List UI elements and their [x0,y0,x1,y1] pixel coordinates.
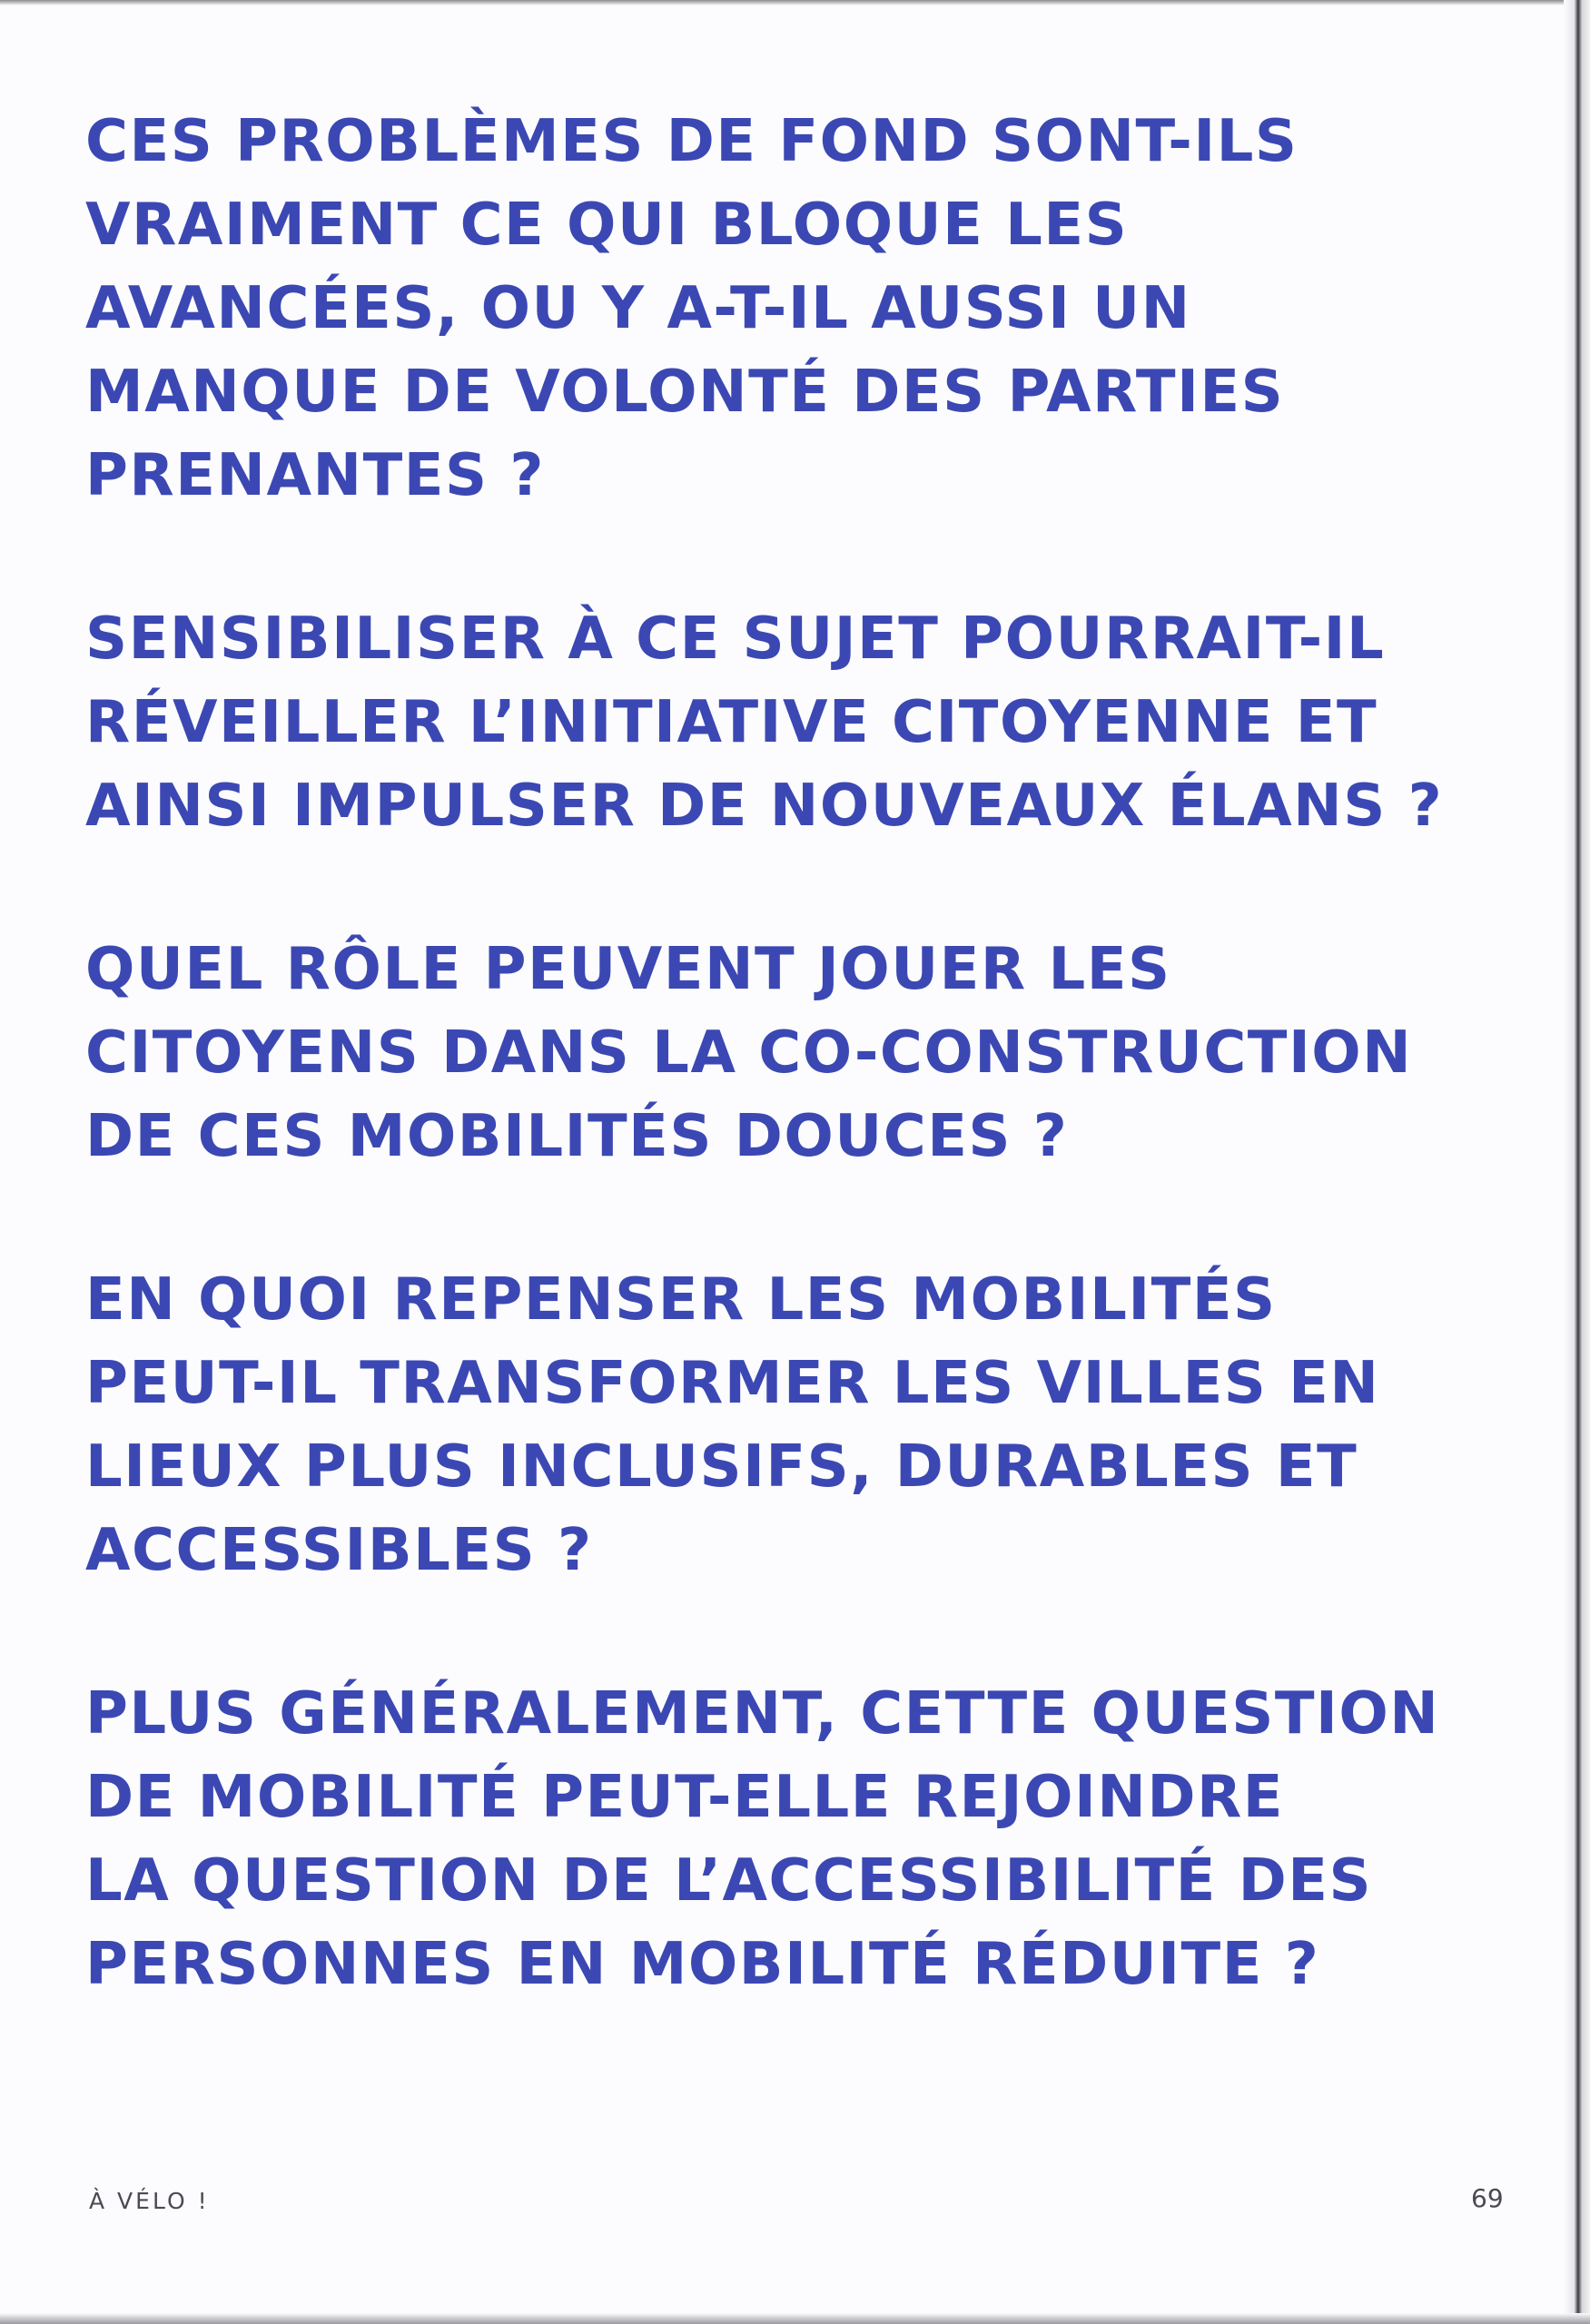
running-title: À VÉLO ! [89,2188,210,2214]
question-1: CES PROBLÈMES DE FOND SONT-ILS VRAIMENT CE QUI BLOQUE LES AVANCÉES, OU Y A-T-IL AUSSI UN MANQUE DE VOLONTÉ DES PARTIES PRENANTES ? [85,108,1299,509]
question-5: PLUS GÉNÉRALEMENT, CETTE QUESTION DE MOBILITÉ PEUT-ELLE REJOINDRE LA QUESTION DE L’ACCESSIBILITÉ DES PERSONNES EN MOBILITÉ RÉDUITE ? [85,1680,1440,1998]
question-list [85,100,1502,2086]
page-top-edge [0,0,1590,5]
question-3: QUEL RÔLE PEUVENT JOUER LES CITOYENS DANS LA CO-CONSTRUCTION DE CES MOBILITÉS DOUCES ? [85,936,1413,1170]
page-number: 69 [1471,2183,1504,2213]
page-bottom-edge [0,2313,1590,2324]
page-binding-edge [1564,0,1590,2324]
question-2: SENSIBILISER À CE SUJET POURRAIT-IL RÉVEILLER L’INITIATIVE CITOYENNE ET AINSI IMPULSER DE NOUVEAUX ÉLANS ? [85,606,1444,840]
question-4: EN QUOI REPENSER LES MOBILITÉS PEUT-IL TRANSFORMER LES VILLES EN LIEUX PLUS INCLUSIFS, DURABLES ET ACCESSIBLES ? [85,1266,1380,1584]
